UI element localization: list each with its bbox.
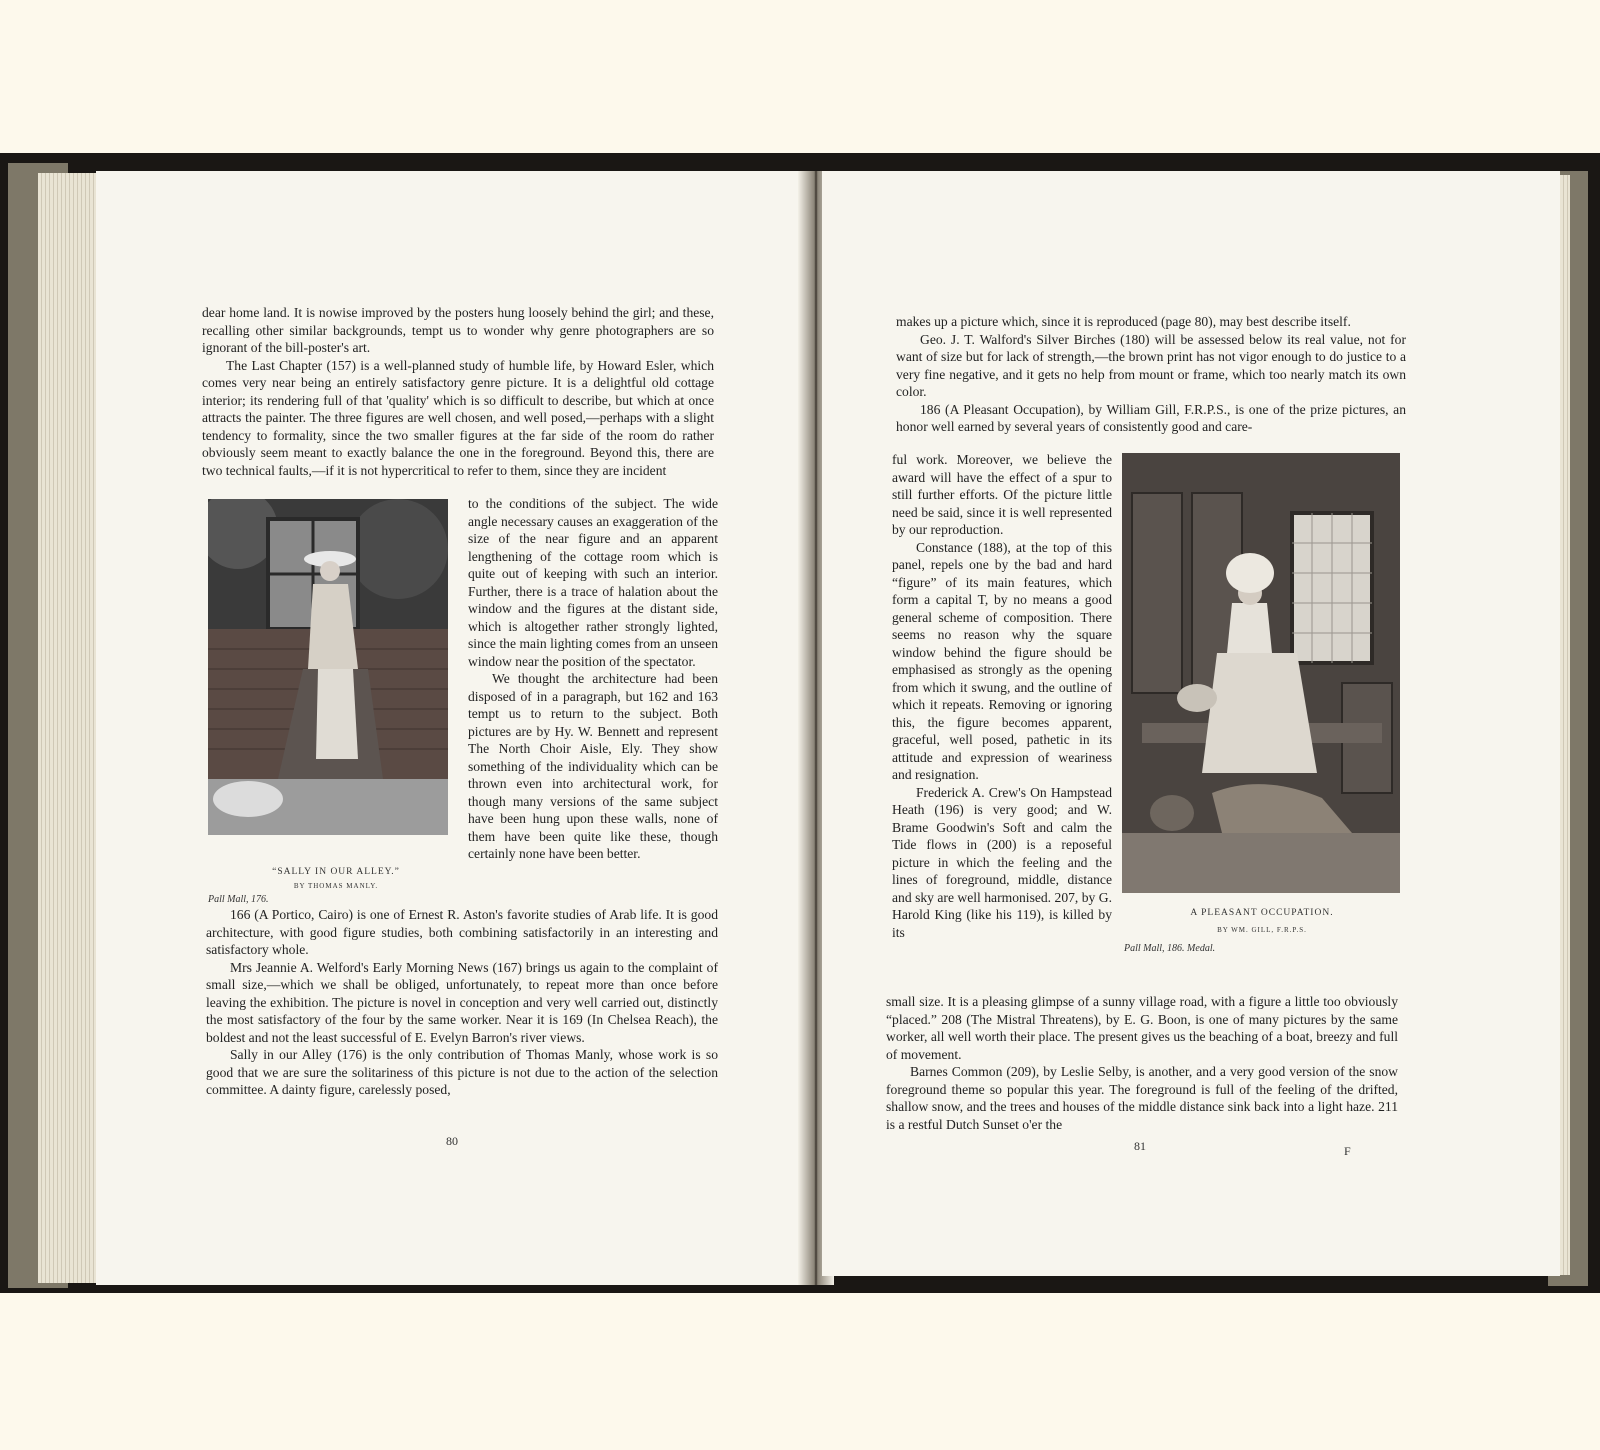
left-page-number: 80 — [446, 1134, 458, 1148]
right-para-2: Geo. J. T. Walford's Silver Birches (180) will be assessed below its real value, not for want of size but for lack of strength,—the brown print has not vigor enough to do justice to a very fine negative, and it gets no help from mount or frame, which too nearly match its own color. — [896, 331, 1406, 399]
right-bottom-text — [886, 993, 1398, 1133]
left-caption-note: Pall Mall, 176. — [208, 894, 269, 905]
left-para-2: The Last Chapter (157) is a well-planned study of humble life, by Howard Esler, which comes very near being an entirely satisfactory genre picture. It is a delightful old cottage interior; its rendering full of that 'quality' which is so difficult to describe, but which at once attracts the painter. The three figures are well chosen, and well posed,—perhaps with a slight tendency to formality, since the two smaller figures at the far side of the room do rather obviously seem meant to exactly balance the one in the foreground. Beyond this, there are two technical faults,—if it is not hypercritical to refer to them, since they are incident — [202, 357, 714, 478]
photo-sally-in-our-alley — [208, 499, 448, 835]
left-wrap-text — [468, 495, 718, 863]
right-wrap-text — [892, 451, 1112, 941]
left-para-1: dear home land. It is nowise improved by the posters hung loosely behind the girl; and these, recalling other similar backgrounds, tempt us to wonder why genre photographers are so ignorant of the bill-poster's art. — [202, 305, 714, 355]
right-page-number: 81 — [1134, 1139, 1146, 1153]
left-bottom-para-2: Mrs Jeannie A. Welford's Early Morning News (167) brings us again to the complaint of small size,—which we shall be obliged, unfortunately, to repeat more than once before leaving the exhibition. The picture is novel in conception and very well carried out, distinctly the most satisfactory of the four by the same worker. Near it is 169 (In Chelsea Reach), the boldest and not the least successful of E. Evelyn Barron's river views. — [206, 959, 718, 1045]
signature-mark: F — [1344, 1144, 1351, 1158]
right-wrap-para-3: Frederick A. Crew's On Hampstead Heath (196) is very good; and W. Brame Goodwin's Soft and calm the Tide flows in (200) is a reposeful picture in which the feeling and the lines of foreground, middle, distance and sky are well harmonised. 207, by G. Harold King (like his 119), is killed by its — [892, 784, 1112, 940]
right-wrap-para-1: ful work. Moreover, we believe the award will have the effect of a spur to still further efforts. Of the picture little need be said, since it is well represented by our reproduction. — [892, 452, 1112, 537]
right-caption-title: A PLEASANT OCCUPATION. — [1190, 908, 1334, 918]
right-wrap-para-2: Constance (188), at the top of this panel, repels one by the bad and hard “figure” of its main features, which form a capital T, by no means a good general scheme of composition. There seems no reason why the square window behind the figure should be emphasised as strongly as the opening from which it swung, and the outline of which it repeats. Removing or ignoring this, the figure becomes apparent, graceful, well posed, pathetic in its attitude and expression of weariness and resignation. — [892, 539, 1112, 782]
right-para-3: 186 (A Pleasant Occupation), by William Gill, F.R.P.S., is one of the prize pictures, an honor well earned by several years of consistently good and care- — [896, 401, 1406, 434]
left-bottom-para-3: Sally in our Alley (176) is the only contribution of Thomas Manly, whose work is so good that we are sure the solitariness of this picture is not due to the action of the selection committee. A dainty figure, carelessly posed, — [206, 1047, 718, 1097]
left-wrap-para-1: to the conditions of the subject. The wide angle necessary causes an exaggeration of the size of the near figure and an apparent lengthening of the cottage room which is quite out of keeping with such an interior. Further, there is a trace of halation about the window and the figures at the distant side, which is altogether rather strongly lighted, since the main lighting comes from an unseen window near the position of the spectator. — [468, 496, 718, 669]
right-para-1: makes up a picture which, since it is reproduced (page 80), may best describe itself. — [896, 314, 1351, 329]
left-top-text — [202, 304, 714, 479]
right-bottom-para-2: Barnes Common (209), by Leslie Selby, is another, and a very good version of the snow foreground theme so popular this year. The foreground is full of the feeling of the drifted, shallow snow, and the trees and houses of the middle distance sink back into a light haze. 211 is a restful Dutch Sunset o'er the — [886, 1064, 1398, 1132]
right-page — [822, 171, 1560, 1276]
left-bottom-text — [206, 906, 718, 1099]
right-caption-byline: BY WM. GILL, F.R.P.S. — [1217, 926, 1307, 934]
page-edges-left — [38, 173, 98, 1283]
left-caption-title: “SALLY IN OUR ALLEY.” — [272, 867, 400, 877]
left-page — [96, 171, 816, 1285]
right-top-text — [896, 313, 1406, 436]
right-caption-note: Pall Mall, 186. Medal. — [1124, 943, 1216, 954]
open-book — [0, 153, 1600, 1293]
left-caption-byline: BY THOMAS MANLY. — [293, 882, 379, 890]
photo-a-pleasant-occupation — [1122, 453, 1400, 893]
left-bottom-para-1: 166 (A Portico, Cairo) is one of Ernest R. Aston's favorite studies of Arab life. It is good architecture, with good figure studies, both combining satisfactorily in an interesting and satisfactory whole. — [206, 907, 718, 957]
left-wrap-para-2: We thought the architecture had been disposed of in a paragraph, but 162 and 163 tempt us to return to the subject. Both pictures are by Hy. W. Bennett and represent The North Choir Aisle, Ely. They show something of the individuality which can be thrown even into architectural work, for though many versions of the same subject have been hung upon these walls, none of them have been quite like these, though certainly none have been better. — [468, 671, 718, 861]
right-bottom-para-1: small size. It is a pleasing glimpse of a sunny village road, with a figure a little too obviously “placed.” 208 (The Mistral Threatens), by E. G. Boon, is one of many pictures by the same worker, all well worth their place. The present gives us the beaching of a boat, breezy and full of movement. — [886, 994, 1398, 1062]
